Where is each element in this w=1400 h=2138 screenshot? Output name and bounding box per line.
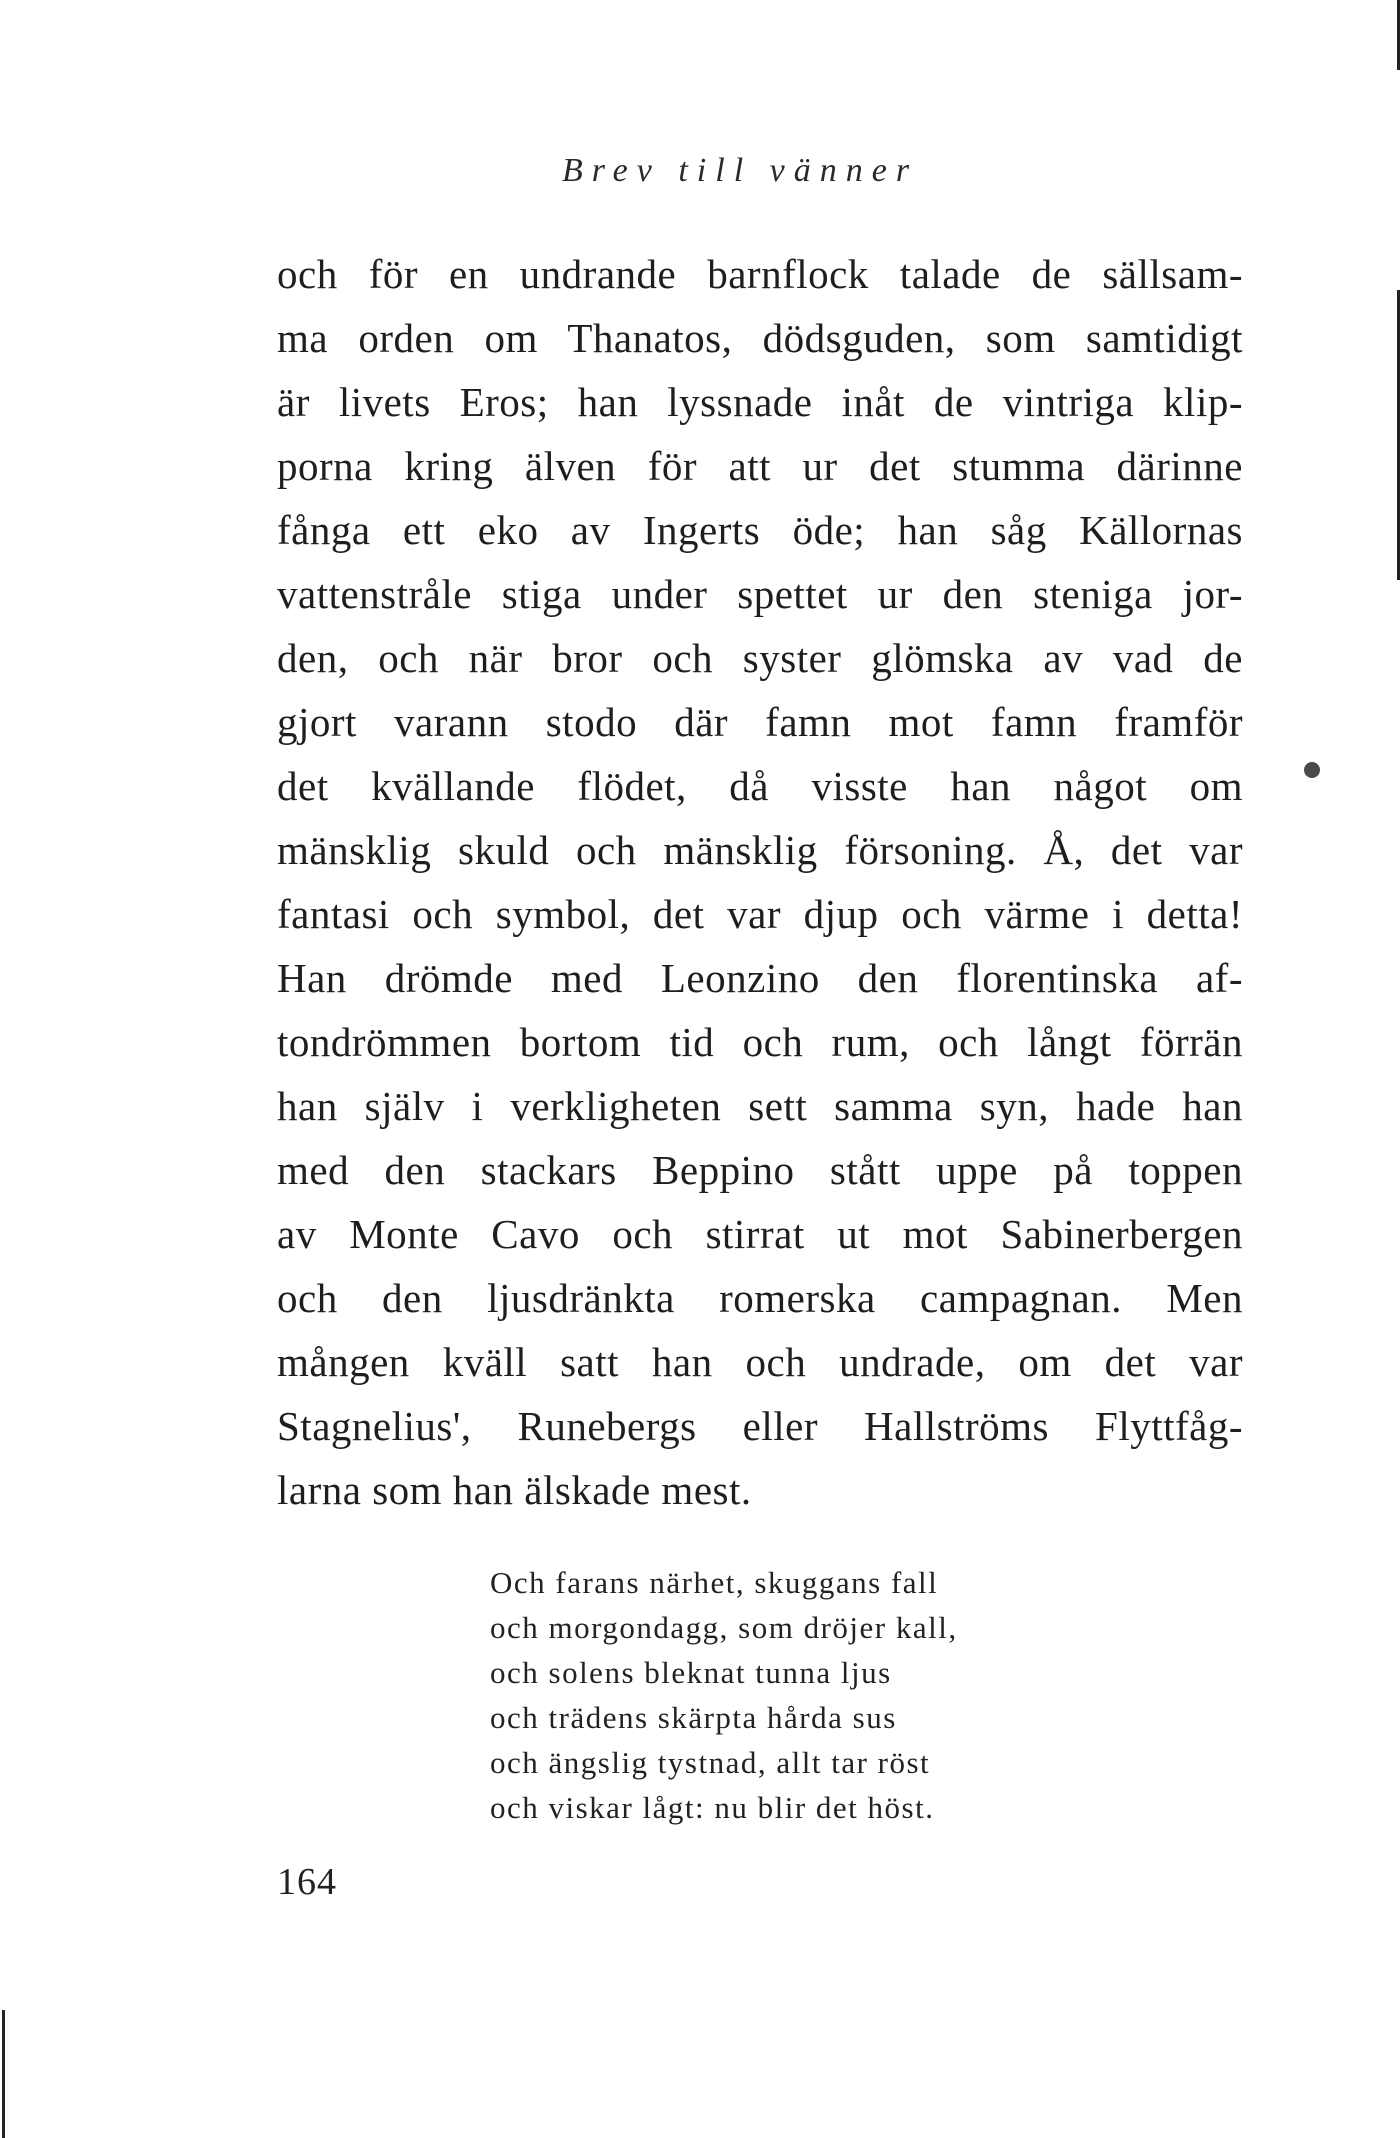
body-line: mänsklig skuld och mänsklig försoning. Å, det var	[277, 827, 1243, 873]
running-head: Brev till vänner	[561, 152, 919, 189]
body-line: är livets Eros; han lyssnade inåt de vintriga klip-	[277, 379, 1243, 425]
page-number: 164	[277, 1861, 337, 1903]
poem-line: och ängslig tystnad, allt tar röst	[490, 1745, 931, 1780]
poem-line: Och farans närhet, skuggans fall	[490, 1565, 939, 1600]
poem-line: och morgondagg, som dröjer kall,	[490, 1610, 958, 1645]
body-line: porna kring älven för att ur det stumma därinne	[277, 443, 1243, 489]
margin-ink-spot	[1304, 762, 1320, 778]
body-text	[277, 242, 1243, 1522]
body-line: tondrömmen bortom tid och rum, och långt förrän	[277, 1019, 1243, 1065]
body-line: med den stackars Beppino stått uppe på toppen	[277, 1147, 1243, 1193]
body-line: den, och när bror och syster glömska av vad de	[277, 635, 1243, 681]
body-line: det kvällande flödet, då visste han något om	[277, 763, 1243, 809]
body-line: mången kväll satt han och undrade, om det var	[277, 1339, 1243, 1385]
body-line: vattenstråle stiga under spettet ur den steniga jor-	[277, 571, 1243, 617]
poem-line: och trädens skärpta hårda sus	[490, 1700, 897, 1735]
body-line: ma orden om Thanatos, dödsguden, som samtidigt	[277, 315, 1243, 361]
body-line: Han drömde med Leonzino den florentinska af-	[277, 955, 1243, 1001]
body-line-last: larna som han älskade mest.	[277, 1467, 752, 1513]
body-line: han själv i verkligheten sett samma syn, hade han	[277, 1083, 1243, 1129]
poem-stanza	[490, 1560, 1050, 1830]
poem-line: och solens bleknat tunna ljus	[490, 1655, 892, 1690]
body-line: fantasi och symbol, det var djup och värme i detta!	[277, 891, 1243, 937]
poem-line: och viskar lågt: nu blir det höst.	[490, 1790, 935, 1825]
body-line: Stagnelius', Runebergs eller Hallströms Flyttfåg-	[277, 1403, 1243, 1449]
body-line: av Monte Cavo och stirrat ut mot Sabinerbergen	[277, 1211, 1243, 1257]
scan-edge-mark-bottom-left	[2, 2010, 5, 2138]
body-line: och den ljusdränkta romerska campagnan. Men	[277, 1275, 1243, 1321]
body-line: gjort varann stodo där famn mot famn framför	[277, 699, 1243, 745]
body-line: fånga ett eko av Ingerts öde; han såg Källornas	[277, 507, 1243, 553]
body-line: och för en undrande barnflock talade de sällsam-	[277, 251, 1243, 297]
